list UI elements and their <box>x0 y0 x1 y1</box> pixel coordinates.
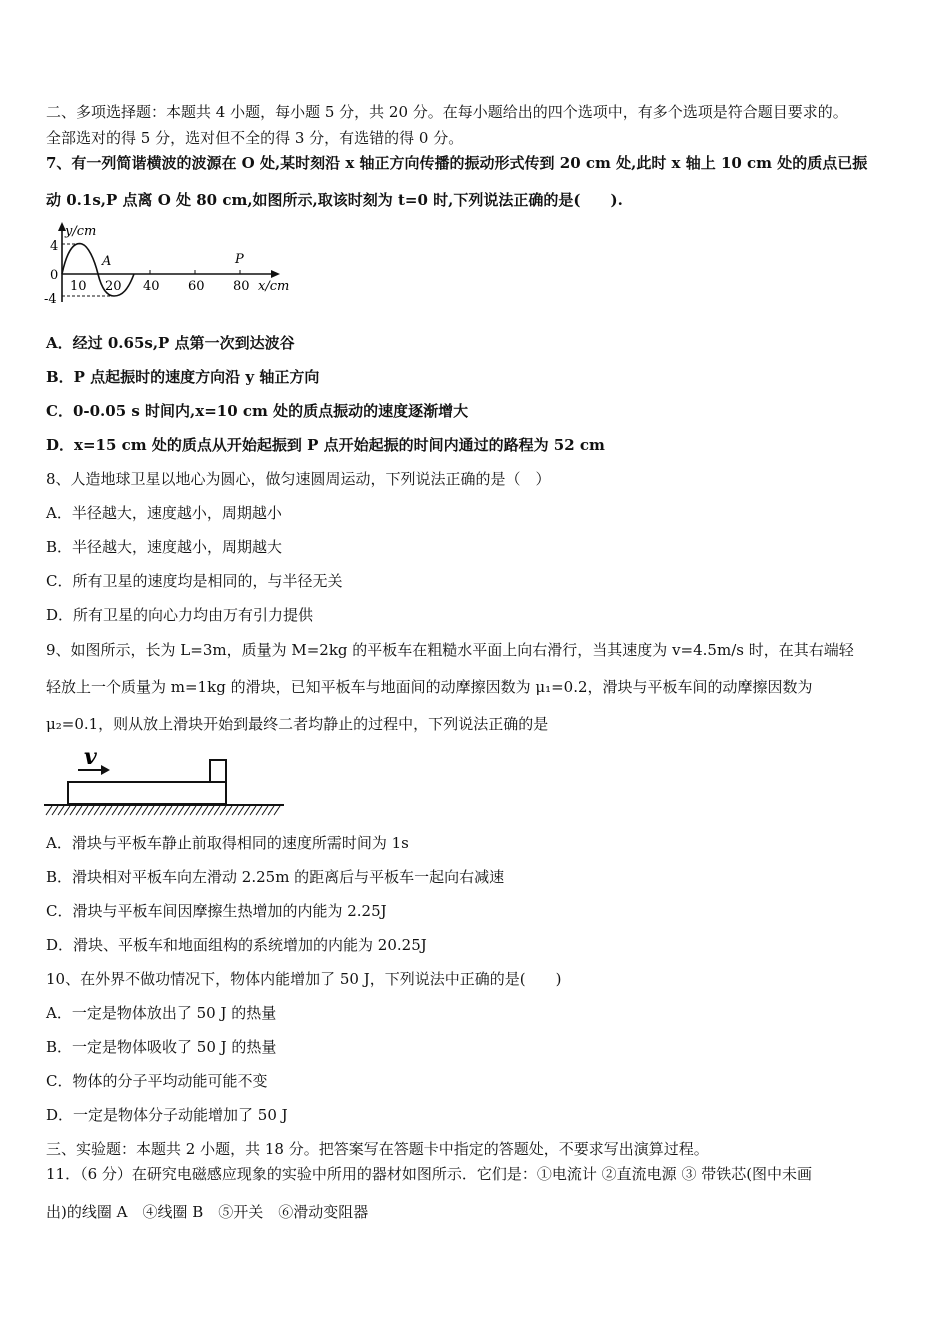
q10-option-b: B．一定是物体吸收了 50 J 的热量 <box>46 1038 277 1056</box>
slider-block <box>210 760 226 782</box>
y-tick-4: 4 <box>50 239 59 254</box>
q10-option-a: A．一定是物体放出了 50 J 的热量 <box>46 1004 277 1022</box>
q9-option-b: B．滑块相对平板车向左滑动 2.25m 的距离后与平板车一起向右减速 <box>46 868 505 886</box>
q7-option-b: B．P 点起振时的速度方向沿 y 轴正方向 <box>46 368 320 386</box>
q9-cart-figure <box>44 740 288 820</box>
q7-option-c: C．0-0.05 s 时间内,x=10 cm 处的质点振动的速度逐渐增大 <box>46 402 469 420</box>
x-tick-label-40: 40 <box>143 279 160 294</box>
x-axis-label: x/cm <box>258 279 290 294</box>
point-p-label: P <box>235 252 244 267</box>
q7-wave-figure <box>40 218 290 304</box>
y-axis-label: y/cm <box>65 224 97 239</box>
section-3-heading: 三、实验题：本题共 2 小题，共 18 分。把答案写在答题卡中指定的答题处，不要求写出演算过程。 <box>46 1140 709 1158</box>
q8-stem: 8、人造地球卫星以地心为圆心，做匀速圆周运动，下列说法正确的是（ ） <box>46 470 551 488</box>
q7-stem-line-2: 动 0.1s,P 点离 O 处 80 cm,如图所示,取该时刻为 t=0 时,下列说法正确的是( ). <box>46 191 623 209</box>
x-tick-label-20: 20 <box>105 279 122 294</box>
cart-board <box>68 782 226 804</box>
y-tick-neg-4: -4 <box>44 292 57 304</box>
x-tick-label-80: 80 <box>233 279 250 294</box>
x-tick-label-10: 10 <box>70 279 87 294</box>
section-2-heading-line-2: 全部选对的得 5 分，选对但不全的得 3 分，有选错的得 0 分。 <box>46 129 464 147</box>
q10-stem: 10、在外界不做功情况下，物体内能增加了 50 J，下列说法中正确的是( ) <box>46 970 562 988</box>
q9-stem-line-3: μ₂=0.1，则从放上滑块开始到最终二者均静止的过程中，下列说法正确的是 <box>46 715 549 733</box>
q9-stem-line-1: 9、如图所示，长为 L=3m，质量为 M=2kg 的平板车在粗糙水平面上向右滑行，当其速度为 v=4.5m/s 时，在其右端轻 <box>46 641 854 659</box>
velocity-label: v <box>84 744 97 770</box>
section-2-heading-line-1: 二、多项选择题：本题共 4 小题，每小题 5 分，共 20 分。在每小题给出的四个选项中，有多个选项是符合题目要求的。 <box>46 103 848 121</box>
q9-stem-line-2: 轻放上一个质量为 m=1kg 的滑块，已知平板车与地面间的动摩擦因数为 μ₁=0.2，滑块与平板车间的动摩擦因数为 <box>46 678 813 696</box>
q7-option-a: A．经过 0.65s,P 点第一次到达波谷 <box>46 334 295 352</box>
q7-option-d: D．x=15 cm 处的质点从开始起振到 P 点开始起振的时间内通过的路程为 52 cm <box>46 436 605 454</box>
x-axis-arrow <box>271 270 280 278</box>
q9-option-d: D．滑块、平板车和地面组构的系统增加的内能为 20.25J <box>46 936 427 954</box>
q9-option-a: A．滑块与平板车静止前取得相同的速度所需时间为 1s <box>46 834 409 852</box>
q7-stem-line-1: 7、有一列简谐横波的波源在 O 处,某时刻沿 x 轴正方向传播的振动形式传到 20 cm 处,此时 x 轴上 10 cm 处的质点已振 <box>46 154 868 172</box>
q9-option-c: C．滑块与平板车间因摩擦生热增加的内能为 2.25J <box>46 902 387 920</box>
q11-stem-line-2: 出)的线圈 A ④线圈 B ⑤开关 ⑥滑动变阻器 <box>46 1203 369 1221</box>
q10-option-d: D．一定是物体分子动能增加了 50 J <box>46 1106 288 1124</box>
ground-hatching <box>46 806 280 815</box>
q8-option-d: D．所有卫星的向心力均由万有引力提供 <box>46 606 314 624</box>
q8-option-c: C．所有卫星的速度均是相同的，与半径无关 <box>46 572 343 590</box>
x-tick-label-60: 60 <box>188 279 205 294</box>
q10-option-c: C．物体的分子平均动能可能不变 <box>46 1072 268 1090</box>
q8-option-b: B．半径越大，速度越小，周期越大 <box>46 538 283 556</box>
q8-option-a: A．半径越大，速度越小，周期越小 <box>46 504 282 522</box>
y-tick-0: 0 <box>50 268 59 283</box>
q11-stem-line-1: 11．（6 分）在研究电磁感应现象的实验中所用的器材如图所示．它们是：①电流计 ②直流电源 ③ 带铁芯(图中未画 <box>46 1165 813 1183</box>
point-a-label: A <box>102 254 112 269</box>
velocity-arrow-head <box>101 765 110 775</box>
